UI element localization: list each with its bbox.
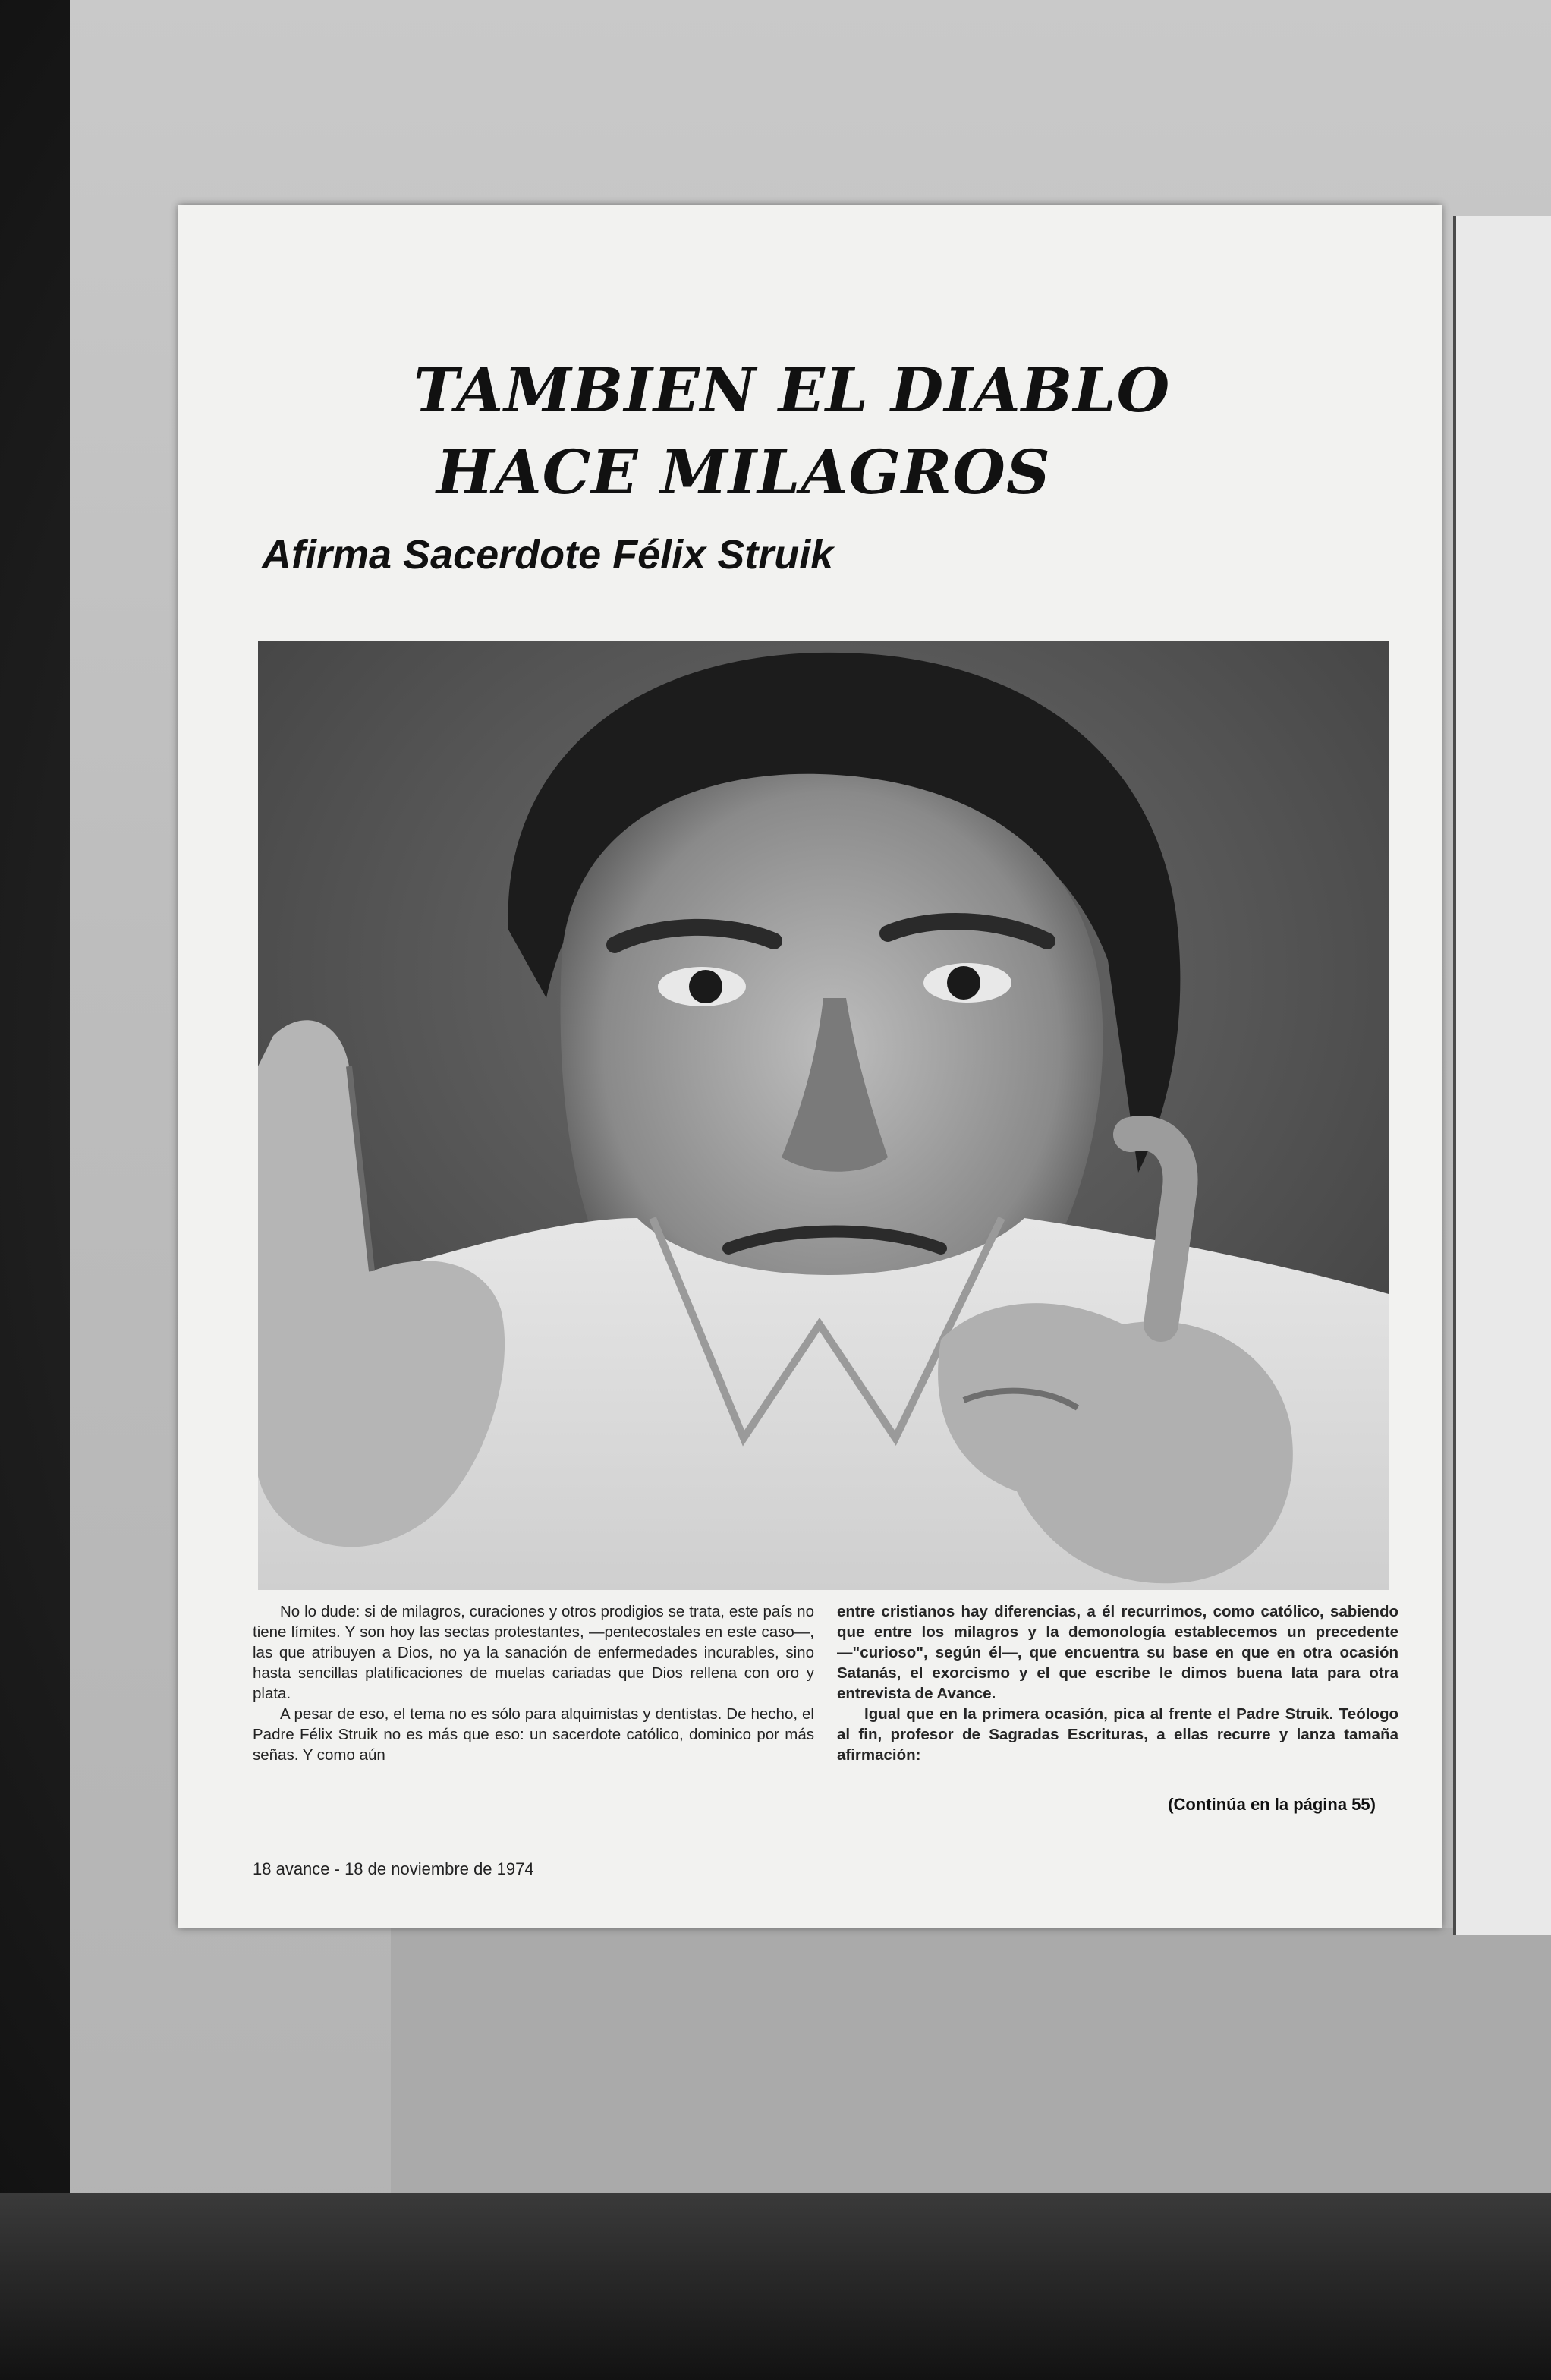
body-column-right [837, 1601, 1398, 1765]
body-paragraph: Igual que en la primera ocasión, pica al frente el Padre Struik. Teólogo al fin, profesor de Sagradas Escrituras, a ellas recurre y lanza tamaña afirmación: [837, 1705, 1398, 1764]
page-footer: 18 avance - 18 de noviembre de 1974 [253, 1859, 534, 1878]
article-headline [406, 349, 1171, 513]
body-column-left [253, 1601, 814, 1765]
headline-line-2: HACE MILAGROS [436, 436, 1051, 508]
body-paragraph: No lo dude: si de milagros, curaciones y otros prodigios se trata, este país no tiene límites. Y son hoy las sectas protestantes, —pentecostales en este caso—, las que atribuyen a Dios, no ya la sanación de enfermedades incurables, sino hasta sencillas platificaciones de muelas cariadas que Dios rellena con oro y plata. [253, 1603, 814, 1702]
article-subheadline: Afirma Sacerdote Félix Struik [262, 532, 834, 578]
headline-line-1: TAMBIEN EL DIABLO [414, 354, 1171, 426]
adjacent-page-edge [1453, 216, 1551, 1935]
continued-on-page-note: (Continúa en la página 55) [1168, 1795, 1376, 1814]
body-paragraph: entre cristianos hay diferencias, a él recurrimos, como católico, sabiendo que entre los milagros y la demonología establecemos un precedente —"curioso", según él—, que encuentra su base en que en otra ocasión Satanás, el exorcismo y el que escribe le dimos buena lata para otra entrevista de Avance. [837, 1603, 1398, 1702]
body-paragraph: A pesar de eso, el tema no es sólo para alquimistas y dentistas. De hecho, el Padre Félix Struik no es más que eso: un sacerdote católico, dominico por más señas. Y como aún [253, 1705, 814, 1764]
portrait-photo [258, 641, 1389, 1590]
dark-bottom-edge [0, 2193, 1551, 2380]
lower-mount-board [391, 1928, 1551, 2193]
magazine-page [178, 205, 1442, 1928]
